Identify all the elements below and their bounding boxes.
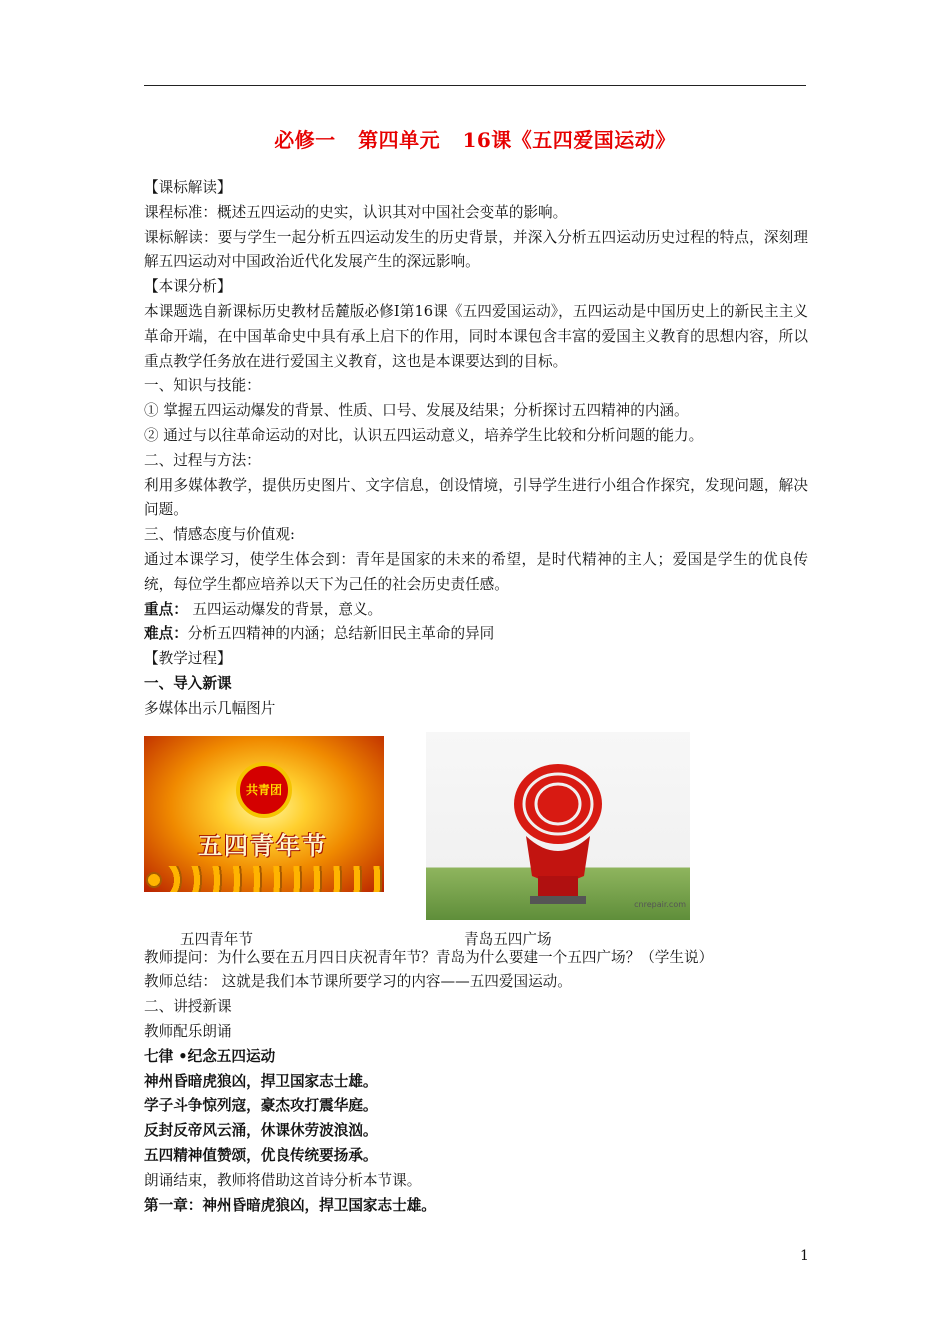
- sunflower-border: [144, 866, 384, 892]
- paragraph: 本课题选自新课标历史教材岳麓版必修Ⅰ第16课《五四爱国运动》，五四运动是中国历史上的新民主主义革命开端，在中国革命史中具有承上启下的作用，同时本课包含丰富的爱国主义教育的思想内容，所以重点教学任务放在进行爱国主义教育，这也是本课要达到的目标。: [144, 302, 808, 370]
- image-watermark: cnrepair.com: [634, 899, 686, 909]
- intro-paragraphs: [144, 176, 808, 598]
- paragraph: 三、情感态度与价值观:: [144, 526, 295, 544]
- paragraph: 学子斗争惊列寇，豪杰攻打震华庭。: [144, 1097, 378, 1115]
- may-wind-sculpture-icon: [506, 756, 610, 906]
- paragraph: 课程标准：概述五四运动的史实，认识其对中国社会变革的影响。: [144, 203, 568, 221]
- difficult-point-text: 分析五四精神的内涵；总结新旧民主革命的异同: [187, 625, 495, 643]
- image-caption-1: 五四青年节: [180, 930, 253, 948]
- paragraph: 五四精神值赞颂，优良传统要扬承。: [144, 1146, 378, 1164]
- paragraph: 【本课分析】: [144, 278, 232, 296]
- key-point-text: 五四运动爆发的背景，意义。: [187, 600, 383, 618]
- section1-heading: 一、导入新课: [144, 674, 232, 692]
- paragraph: 二、过程与方法：: [144, 451, 261, 469]
- youth-day-image-text: 五四青年节: [198, 830, 328, 860]
- paragraph: 七律 •纪念五四运动: [144, 1047, 276, 1065]
- document-body: [144, 176, 808, 1218]
- process-heading: 【教学过程】: [144, 650, 232, 668]
- paragraph: 教师配乐朗诵: [144, 1022, 232, 1040]
- key-point-label: 重点：: [144, 600, 188, 618]
- header-rule: [144, 85, 806, 86]
- paragraph: 教师总结： 这就是我们本节课所要学习的内容——五四爱国运动。: [144, 973, 572, 991]
- paragraph: 反封反帝风云涌，休课休劳波浪汹。: [144, 1122, 378, 1140]
- paragraph: 课标解读：要与学生一起分析五四运动发生的历史背景，并深入分析五四运动历史过程的特点，深刻理解五四运动对中国政治近代化发展产生的深远影响。: [144, 228, 808, 271]
- paragraph: ② 通过与以往革命运动的对比，认识五四运动意义，培养学生比较和分析问题的能力。: [144, 426, 704, 444]
- page-number: 1: [800, 1248, 809, 1264]
- paragraph: 第一章：神州昏暗虎狼凶，捍卫国家志士雄。: [144, 1196, 436, 1214]
- paragraph: 神州昏暗虎狼凶，捍卫国家志士雄。: [144, 1072, 378, 1090]
- page-title: 必修一 第四单元 16课《五四爱国运动》: [274, 128, 676, 152]
- paragraph: 二、讲授新课: [144, 998, 232, 1016]
- paragraph: ① 掌握五四运动爆发的背景、性质、口号、发展及结果；分析探讨五四精神的内涵。: [144, 402, 689, 420]
- lesson-paragraphs: [144, 946, 808, 1219]
- qingdao-square-image: [426, 732, 690, 920]
- section1-intro: 多媒体出示几幅图片: [144, 699, 276, 717]
- paragraph: 利用多媒体教学，提供历史图片、文字信息，创设情境，引导学生进行小组合作探究，发现问题，解决问题。: [144, 476, 808, 519]
- paragraph: 一、知识与技能：: [144, 377, 261, 395]
- key-point: [144, 598, 808, 623]
- image-row: [144, 732, 808, 946]
- paragraph: 教师提问：为什么要在五月四日庆祝青年节？青岛为什么要建一个五四广场？（学生说）: [144, 948, 714, 966]
- emblem-text: 共青团: [245, 782, 282, 797]
- difficult-point: [144, 622, 808, 647]
- difficult-point-label: 难点：: [144, 625, 188, 643]
- paragraph: 通过本课学习，使学生体会到：青年是国家的未来的希望，是时代精神的主人；爱国是学生的优良传统，每位学生都应培养以天下为己任的社会历史责任感。: [144, 550, 808, 593]
- image-caption-2: 青岛五四广场: [464, 930, 552, 948]
- paragraph: 朗诵结束，教师将借助这首诗分析本节课。: [144, 1171, 422, 1189]
- youth-day-image: [144, 736, 384, 892]
- league-emblem-icon: [236, 762, 292, 818]
- paragraph: 【课标解读】: [144, 179, 232, 196]
